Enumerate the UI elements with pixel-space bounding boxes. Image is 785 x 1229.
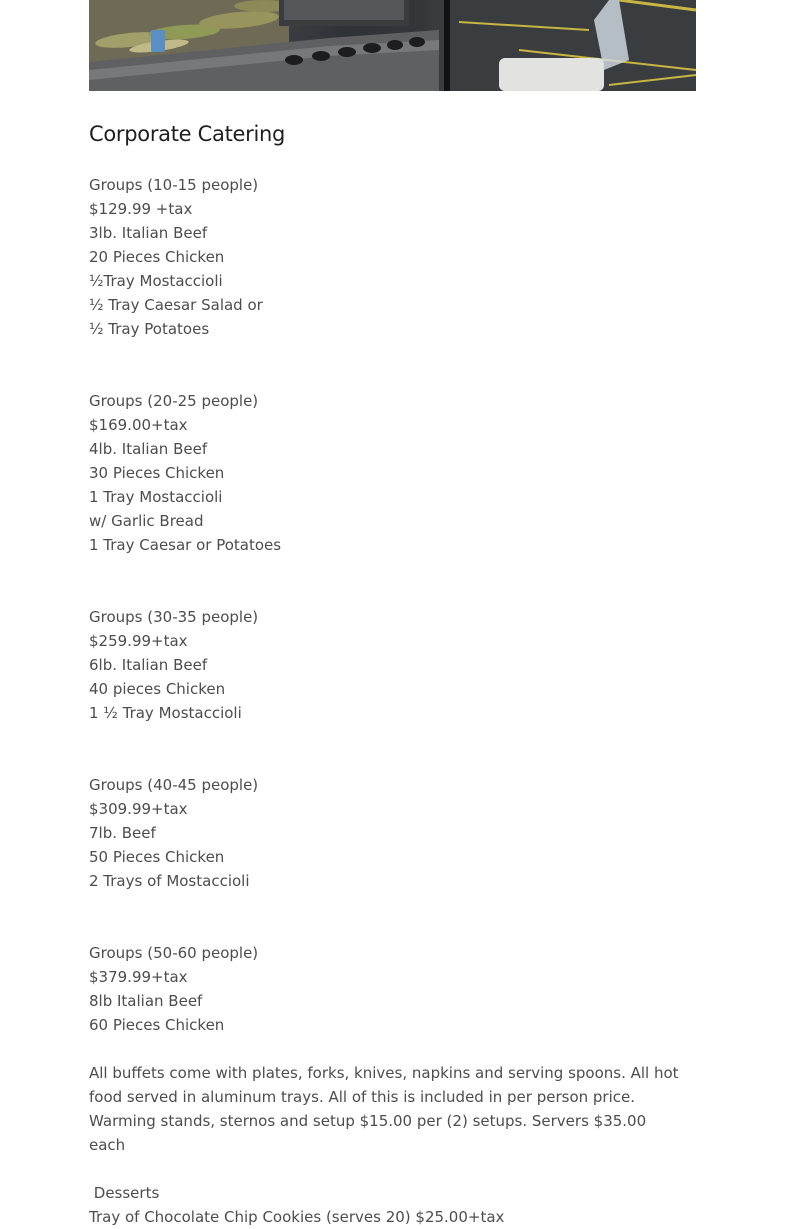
catering-menu bbox=[89, 173, 696, 1229]
group-40-45 bbox=[89, 773, 696, 893]
menu-item: 30 Pieces Chicken bbox=[89, 464, 225, 482]
desserts-header: Desserts bbox=[89, 1184, 160, 1202]
main-content bbox=[89, 0, 696, 1226]
menu-item: 7lb. Beef bbox=[89, 824, 156, 842]
menu-item: 4lb. Italian Beef bbox=[89, 440, 208, 458]
group-30-35 bbox=[89, 605, 696, 725]
group-header: Groups (50-60 people) bbox=[89, 944, 259, 962]
menu-item: 1 Tray Mostaccioli bbox=[89, 488, 223, 506]
menu-item: 8lb Italian Beef bbox=[89, 992, 203, 1010]
menu-item: 40 pieces Chicken bbox=[89, 680, 226, 698]
menu-item: 6lb. Italian Beef bbox=[89, 656, 208, 674]
page-title: Corporate Catering bbox=[89, 122, 286, 146]
group-header: Groups (20-25 people) bbox=[89, 392, 259, 410]
photo-illustration bbox=[89, 0, 696, 91]
group-header: Groups (10-15 people) bbox=[89, 176, 259, 194]
menu-item: 1 ½ Tray Mostaccioli bbox=[89, 704, 242, 722]
catering-grill-photo bbox=[89, 0, 696, 91]
menu-item: 3lb. Italian Beef bbox=[89, 224, 208, 242]
group-price: $379.99+tax bbox=[89, 968, 188, 986]
group-50-60 bbox=[89, 941, 696, 1037]
menu-item: ½ Tray Caesar Salad or bbox=[89, 296, 263, 314]
menu-item: 20 Pieces Chicken bbox=[89, 248, 225, 266]
menu-item: w/ Garlic Bread bbox=[89, 512, 204, 530]
group-10-15 bbox=[89, 173, 696, 341]
buffet-info: All buffets come with plates, forks, knives, napkins and serving spoons. All hot food served in aluminum trays. All of this is included in per person price. Warming stands, sternos and setup $15.00 per (2) setups. Servers $35.00 each bbox=[89, 1064, 679, 1154]
menu-item: 1 Tray Caesar or Potatoes bbox=[89, 536, 282, 554]
group-price: $259.99+tax bbox=[89, 632, 188, 650]
menu-item: 60 Pieces Chicken bbox=[89, 1016, 225, 1034]
group-header: Groups (40-45 people) bbox=[89, 776, 259, 794]
group-price: $129.99 +tax bbox=[89, 200, 193, 218]
group-price: $309.99+tax bbox=[89, 800, 188, 818]
menu-item: 2 Trays of Mostaccioli bbox=[89, 872, 250, 890]
dessert-item: Tray of Chocolate Chip Cookies (serves 20) $25.00+tax bbox=[89, 1208, 505, 1226]
menu-item: 50 Pieces Chicken bbox=[89, 848, 225, 866]
group-20-25 bbox=[89, 389, 696, 557]
group-header: Groups (30-35 people) bbox=[89, 608, 259, 626]
menu-item: ½ Tray Potatoes bbox=[89, 320, 210, 338]
menu-item: ½Tray Mostaccioli bbox=[89, 272, 223, 290]
group-price: $169.00+tax bbox=[89, 416, 188, 434]
